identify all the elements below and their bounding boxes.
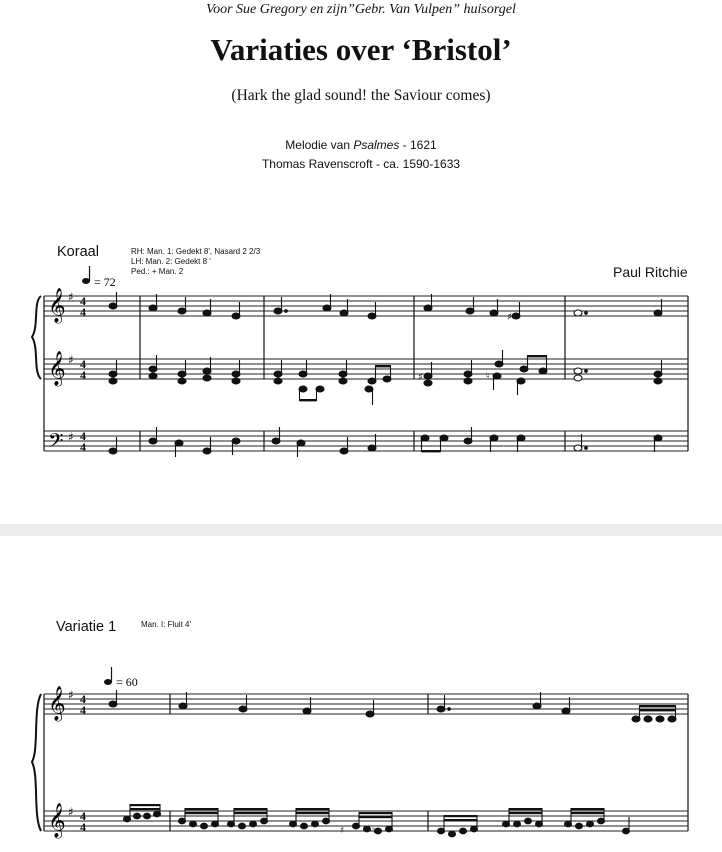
svg-text:♯: ♯ <box>507 312 512 323</box>
registration-rh: RH: Man. 1: Gedekt 8', Nasard 2 2/3 <box>131 247 261 256</box>
sharp-icon: ♯ <box>68 688 74 702</box>
section-label-koraal: Koraal <box>57 244 99 260</box>
quarter-note-icon <box>104 679 112 685</box>
piece-subtitle: (Hark the glad sound! the Saviour comes) <box>231 87 491 104</box>
svg-text:4: 4 <box>80 368 86 382</box>
melody-source-line <box>0 138 722 152</box>
registration-ped: Ped.: + Man. 2 <box>131 267 184 276</box>
bass-clef-icon: 𝄢 <box>48 429 64 457</box>
piece-title: Variaties over ‘Bristol’ <box>210 32 512 67</box>
treble-clef-icon: 𝄞 <box>48 351 66 386</box>
sharp-icon: ♯ <box>68 290 74 304</box>
page-separator <box>0 524 722 536</box>
treble-clef-icon: 𝄞 <box>48 288 66 323</box>
svg-text:4: 4 <box>80 440 86 454</box>
section-label-variatie-1: Variatie 1 <box>56 619 117 635</box>
melody-suffix: - 1621 <box>399 138 437 152</box>
quarter-note-icon <box>82 278 90 284</box>
registration-lh: LH: Man. 2: Gedekt 8 ' <box>131 257 211 266</box>
svg-text:♮: ♮ <box>372 826 376 836</box>
svg-text:4: 4 <box>80 429 86 443</box>
tempo-value: = 60 <box>116 675 138 689</box>
score-system-variatie-1 <box>0 664 722 852</box>
dedication: Voor Sue Gregory en zijn”Gebr. Van Vulpen” huisorgel <box>206 2 516 17</box>
svg-text:4: 4 <box>80 294 86 308</box>
tempo-mark-variatie-1 <box>104 667 138 689</box>
sharp-icon: ♯ <box>68 353 74 367</box>
svg-text:4: 4 <box>80 692 86 706</box>
natural-icon: ♮ <box>486 371 490 382</box>
svg-text:4: 4 <box>80 809 86 823</box>
melody-author: Thomas Ravenscroft - ca. 1590-1633 <box>261 157 461 171</box>
treble-clef-icon: 𝄞 <box>48 803 66 838</box>
score-system-koraal <box>0 262 722 472</box>
sharp-icon: ♯ <box>418 372 423 383</box>
sharp-icon: ♯ <box>68 430 74 444</box>
tempo-mark-koraal <box>82 266 116 289</box>
sharp-icon: ♯ <box>68 805 74 819</box>
melody-source: Psalmes <box>353 138 400 152</box>
svg-text:♯: ♯ <box>340 826 345 836</box>
svg-text:4: 4 <box>80 305 86 319</box>
score-page-2 <box>0 536 722 852</box>
brace-icon <box>32 694 41 831</box>
brace-icon <box>32 296 41 379</box>
svg-text:4: 4 <box>80 703 86 717</box>
composer: Paul Ritchie <box>613 264 688 280</box>
melody-prefix: Melodie van <box>285 138 354 152</box>
registration-variatie-1: Man. I: Fluit 4' <box>141 620 191 629</box>
tempo-value: = 72 <box>94 275 116 289</box>
treble-clef-icon: 𝄞 <box>48 686 66 721</box>
svg-text:4: 4 <box>80 357 86 371</box>
svg-text:4: 4 <box>80 820 86 834</box>
